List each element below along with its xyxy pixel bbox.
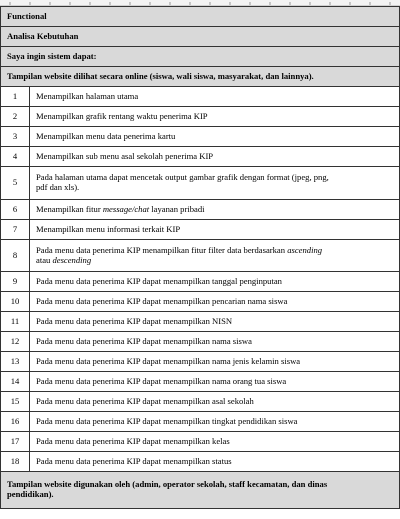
row-number: 13 <box>1 352 30 372</box>
row-text <box>30 240 400 272</box>
row-number: 16 <box>1 412 30 432</box>
row-number: 10 <box>1 292 30 312</box>
table-row <box>1 107 400 127</box>
table-row <box>1 432 400 452</box>
header-row-online <box>1 67 400 87</box>
table-row <box>1 167 400 200</box>
row-number: 5 <box>1 167 30 200</box>
row-text: Menampilkan menu informasi terkait KIP <box>30 220 400 240</box>
row-number: 2 <box>1 107 30 127</box>
requirements-table <box>0 6 400 509</box>
table-row <box>1 272 400 292</box>
table-row <box>1 200 400 220</box>
row-text: Pada menu data penerima KIP dapat menampilkan nama siswa <box>30 332 400 352</box>
table-row <box>1 372 400 392</box>
row-number: 3 <box>1 127 30 147</box>
row-text: Pada menu data penerima KIP dapat menampilkan kelas <box>30 432 400 452</box>
header-row-analysis <box>1 27 400 47</box>
row-text: Menampilkan halaman utama <box>30 87 400 107</box>
row-text-pre: Pada menu data penerima KIP menampilkan fitur filter data berdasarkan <box>36 244 288 255</box>
used-by-heading-line1: Tampilan website digunakan oleh (admin, operator sekolah, staff kecamatan, dan dinas <box>7 479 328 490</box>
row-text: Menampilkan sub menu asal sekolah penerima KIP <box>30 147 400 167</box>
analysis-heading: Analisa Kebutuhan <box>1 27 400 47</box>
row-text: Pada menu data penerima KIP dapat menampilkan nama orang tua siswa <box>30 372 400 392</box>
row-number: 11 <box>1 312 30 332</box>
row-text: Pada menu data penerima KIP dapat menampilkan tingkat pendidikan siswa <box>30 412 400 432</box>
row-text: Menampilkan menu data penerima kartu <box>30 127 400 147</box>
row-number: 15 <box>1 392 30 412</box>
row-text: Menampilkan grafik rentang waktu penerima KIP <box>30 107 400 127</box>
table-row <box>1 292 400 312</box>
row-text: Pada menu data penerima KIP dapat menampilkan asal sekolah <box>30 392 400 412</box>
row-text-emphasis: message/chat <box>102 203 150 214</box>
row-text: Pada menu data penerima KIP dapat menampilkan pencarian nama siswa <box>30 292 400 312</box>
row-number: 4 <box>1 147 30 167</box>
row-text-mid: atau <box>36 254 53 265</box>
table-row <box>1 87 400 107</box>
row-text-emphasis-2: descending <box>52 254 92 265</box>
row-text-emphasis: ascending <box>287 244 323 255</box>
row-number: 6 <box>1 200 30 220</box>
row-number: 18 <box>1 452 30 472</box>
table-row <box>1 452 400 472</box>
intro-heading: Saya ingin sistem dapat: <box>1 47 400 67</box>
header-row-used-by <box>1 472 400 509</box>
row-text <box>30 200 400 220</box>
row-number: 8 <box>1 240 30 272</box>
row-text: Pada menu data penerima KIP dapat menampilkan nama jenis kelamin siswa <box>30 352 400 372</box>
row-number: 9 <box>1 272 30 292</box>
row-text-line1: Pada halaman utama dapat mencetak output gambar grafik dengan format (jpeg, png, <box>36 172 329 183</box>
row-text: Pada menu data penerima KIP dapat menampilkan NISN <box>30 312 400 332</box>
row-number: 1 <box>1 87 30 107</box>
row-text-pre: Menampilkan fitur <box>36 203 103 214</box>
header-row-functional <box>1 7 400 27</box>
row-number: 7 <box>1 220 30 240</box>
table-row <box>1 412 400 432</box>
row-text-line2: pdf dan xls). <box>36 182 80 192</box>
row-text: Pada menu data penerima KIP dapat menampilkan tanggal penginputan <box>30 272 400 292</box>
table-row <box>1 127 400 147</box>
table-row <box>1 352 400 372</box>
row-number: 14 <box>1 372 30 392</box>
table-row <box>1 240 400 272</box>
row-text-post: layanan pribadi <box>149 203 205 214</box>
row-number: 17 <box>1 432 30 452</box>
row-number: 12 <box>1 332 30 352</box>
table-row <box>1 332 400 352</box>
used-by-section-heading <box>1 472 400 509</box>
functional-heading: Functional <box>1 7 400 27</box>
used-by-heading-line2: pendidikan). <box>7 489 54 499</box>
table-row <box>1 147 400 167</box>
row-text <box>30 167 400 200</box>
header-row-intro <box>1 47 400 67</box>
table-row <box>1 392 400 412</box>
row-text: Pada menu data penerima KIP dapat menampilkan status <box>30 452 400 472</box>
table-row <box>1 312 400 332</box>
online-section-heading: Tampilan website dilihat secara online (siswa, wali siswa, masyarakat, dan lainnya). <box>1 67 400 87</box>
table-row <box>1 220 400 240</box>
